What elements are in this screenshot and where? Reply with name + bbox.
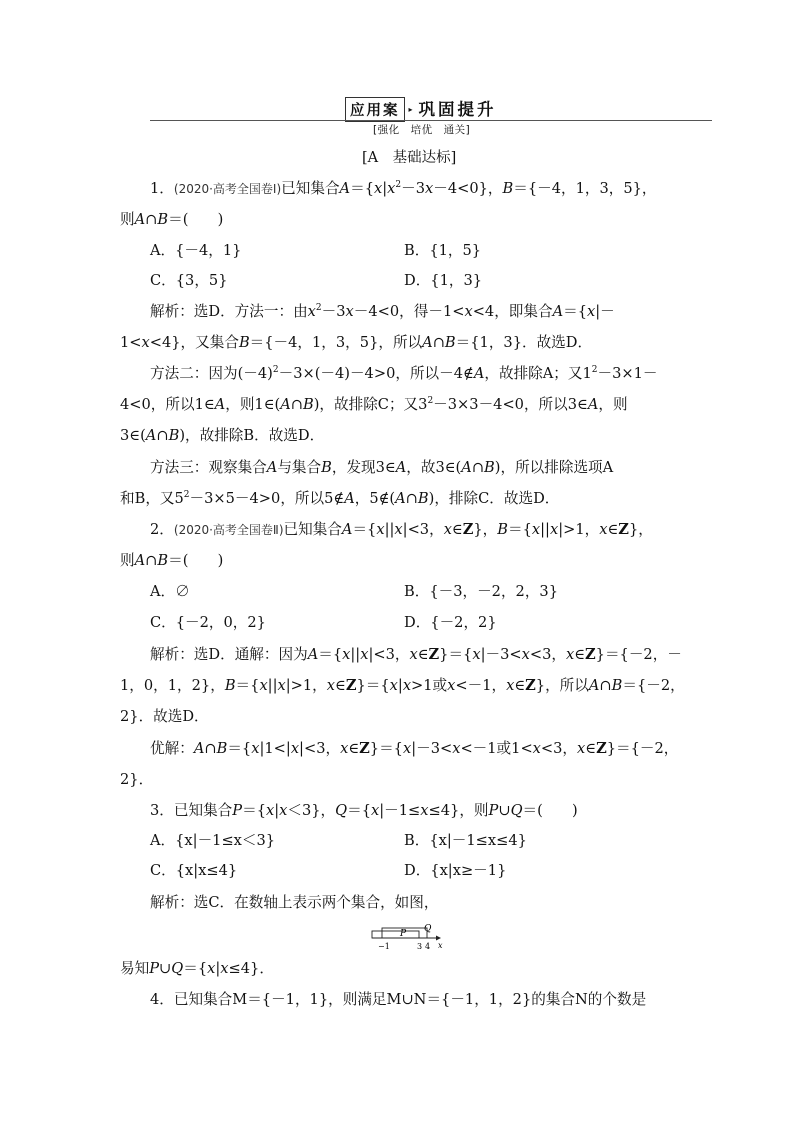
q1-solution-line2: 1<x<4}，又集合B＝{－4，1，3，5}，所以A∩B＝{1，3}．故选D．	[120, 334, 593, 351]
sub-tags: [强化 培优 通关]	[373, 124, 471, 136]
tick-4: 4	[425, 942, 431, 950]
q3-option-d: D．{x|x≥－1}	[404, 862, 507, 879]
q2-option-d: D．{－2，2}	[404, 614, 497, 631]
banner-title: 巩固提升	[418, 100, 497, 119]
q1-method3-line2: 和B，又$5^2-3\times 5-4>0$，所以5∉A，5∉(A∩B)，排除C．故选D．	[120, 490, 560, 507]
set-p-box	[372, 931, 419, 938]
q3-option-a: A．{x|－1≤x＜3}	[150, 832, 276, 849]
q4-stem	[150, 991, 646, 1009]
q1-solution-line1: 解析：选D．方法一：由$x^2-3x-4<0$，得－1<x<4，即集合A＝{x|－	[150, 303, 615, 320]
arrow-icon: ▸	[408, 105, 413, 114]
q1-stem-text: 已知集合	[281, 180, 340, 197]
badge-label: 应用案	[345, 97, 405, 122]
q2-solution-line3: 2}．故选D．	[120, 708, 209, 725]
q1-method3-label: 方法三：	[150, 459, 209, 476]
q1-option-d: D．{1，3}	[404, 272, 483, 289]
q2-solution-label: 解析	[150, 646, 180, 663]
q2-option-b: B．{－3，－2，2，3}	[404, 583, 558, 600]
label-p: P	[400, 929, 407, 939]
q2-youjie-line2: 2}．	[120, 771, 154, 788]
q4-number: 4．	[150, 991, 174, 1008]
q4-text: 已知集合M＝{－1，1}，则满足M∪N＝{－1，1，2}的集合N的个数是	[173, 991, 647, 1008]
q2-youjie-label: 优解	[150, 740, 180, 757]
q2-option-a: A．∅	[150, 583, 190, 600]
q2-option-c: C．{－2，0，2}	[150, 614, 266, 631]
q2-number: 2．	[150, 521, 174, 538]
q1-method2-line3: 3∈(A∩B)，故排除B．故选D．	[120, 427, 325, 444]
q1-method2-label: 方法二	[150, 365, 194, 382]
q1-stem-line1: 1．(2020·高考全国卷Ⅰ)已知集合$A=\{x|x^2-3x-4<0\}$，B＝{－4，1，3，5}，	[150, 180, 657, 197]
q3-solution-label: 解析：	[150, 894, 194, 911]
q1-option-c: C．{3，5}	[150, 272, 228, 289]
q3-option-b: B．{x|－1≤x≤4}	[404, 832, 527, 849]
tick-3: 3	[417, 942, 423, 950]
q1-method3-text: 观察集合	[208, 459, 267, 476]
q3-number: 3．	[150, 802, 174, 819]
label-q: Q	[424, 924, 432, 934]
q2-source: (2020·高考全国卷Ⅱ)	[173, 523, 284, 537]
q1-stem-cont: 则	[120, 211, 135, 228]
q3-option-c: C．{x|x≤4}	[150, 862, 238, 879]
axis-arrow-icon	[436, 936, 441, 941]
q3-solution-text: 选C．在数轴上表示两个集合，如图，	[193, 894, 439, 911]
q2-stem-line2: 则A∩B＝( )	[120, 552, 224, 569]
q3-conclusion: 易知P∪Q＝{x|x≤4}．	[120, 960, 274, 977]
q1-method2-line1: 方法二：因为$(-4)^2-3\times(-4)-4>0$，所以－4∉A，故排除A；又$1^2-3\times 1-$	[150, 365, 658, 382]
section-title: [A 基础达标]	[362, 150, 457, 166]
header-rule	[150, 120, 712, 121]
q1-option-a: A．{－4，1}	[150, 242, 242, 259]
q1-number: 1．	[150, 180, 174, 197]
q1-option-b: B．{1，5}	[404, 242, 482, 259]
q2-solution-line2: 1，0，1，2}，B＝{x||x|>1，x∈Z}＝{x|x>1或x<－1，x∈Z}，所以A∩B＝{－2，	[120, 677, 685, 694]
tick-neg1: −1	[378, 942, 390, 950]
q3-solution	[150, 894, 438, 912]
q2-youjie-line1: 优解：A∩B＝{x|1<|x|<3，x∈Z}＝{x|－3<x<－1或1<x<3，x∈Z}＝{－2，	[150, 740, 679, 757]
section-banner	[345, 96, 497, 118]
label-x: x	[438, 941, 443, 950]
q1-method2-line2: 4<0，所以1∈A，则1∈(A∩B)，故排除C；又$3^2-3\times 3-4<0$，所以3∈A，则	[120, 396, 628, 413]
q2-stem-line1: 2．(2020·高考全国卷Ⅱ)已知集合A＝{x||x|<3，x∈Z}，B＝{x||x|>1，x∈Z}，	[150, 521, 653, 538]
number-line-figure	[368, 922, 458, 950]
q1-method3-line1: 方法三：观察集合A与集合B，发现3∈A，故3∈(A∩B)，所以排除选项A	[150, 459, 614, 476]
q1-solution-intro: 选D．方法一：	[193, 303, 294, 320]
q1-solution-label: 解析：	[150, 303, 194, 320]
q3-stem: 3．已知集合P＝{x|x＜3}，Q＝{x|－1≤x≤4}，则P∪Q＝( )	[150, 802, 578, 819]
q1-stem-line2: 则A∩B＝( )	[120, 211, 224, 228]
q2-solution-line1: 解析：选D．通解：因为A＝{x||x|<3，x∈Z}＝{x|－3<x<3，x∈Z}＝{－2，－	[150, 646, 682, 663]
q2-tongjie-label: 通解	[234, 646, 264, 663]
q1-source: (2020·高考全国卷Ⅰ)	[173, 182, 282, 196]
